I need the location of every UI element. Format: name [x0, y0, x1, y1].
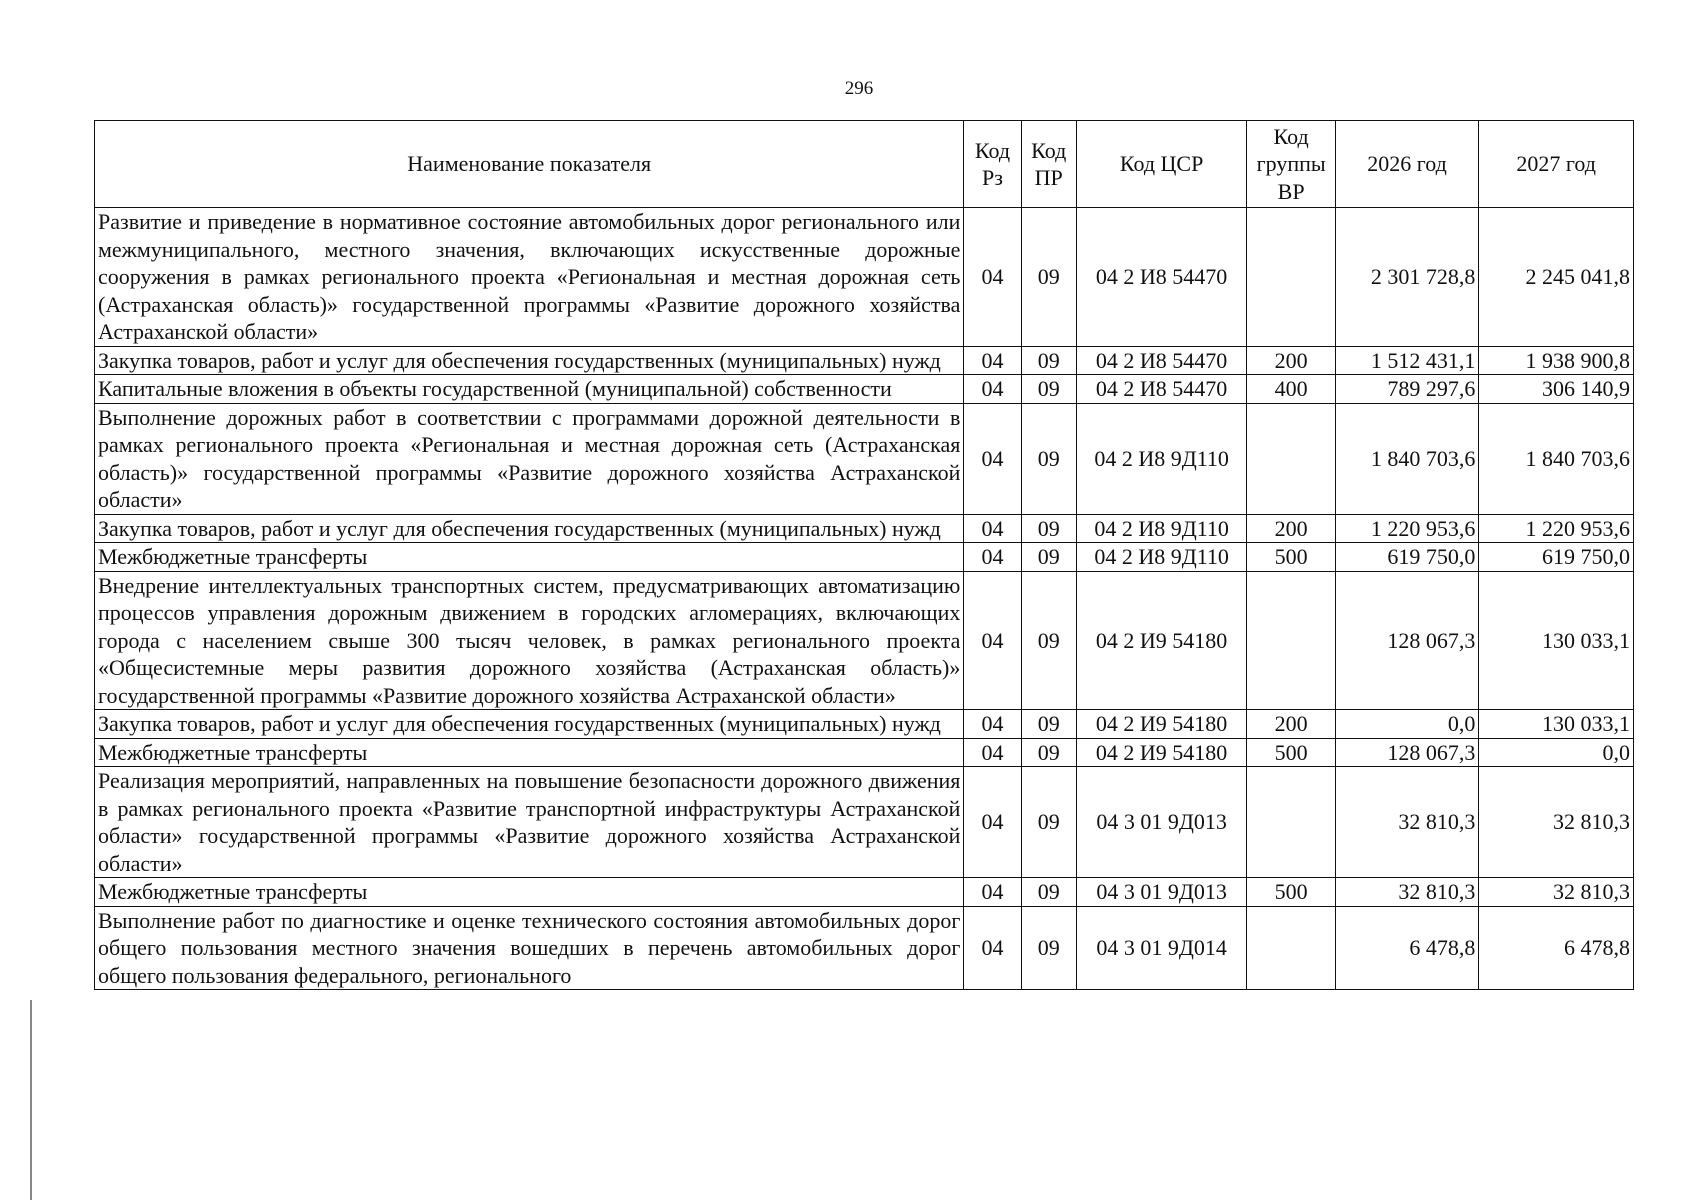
row-rz: 04 — [964, 375, 1021, 404]
row-csr: 04 3 01 9Д013 — [1076, 878, 1247, 907]
header-vr: Код группы ВР — [1247, 121, 1335, 208]
table-header — [95, 121, 1634, 208]
row-2026: 789 297,6 — [1335, 375, 1479, 404]
row-rz: 04 — [964, 878, 1021, 907]
table-row — [95, 906, 1634, 990]
row-csr: 04 2 И8 9Д110 — [1076, 514, 1247, 543]
row-pr: 09 — [1021, 878, 1076, 907]
row-vr: 500 — [1247, 738, 1335, 767]
row-2027: 130 033,1 — [1479, 571, 1634, 710]
row-name: Выполнение работ по диагностике и оценке технического состояния автомобильных дорог общего пользования местного значения вошедших в перечень автомобильных дорог общего пользования федерального, регионального — [95, 906, 964, 990]
row-name: Выполнение дорожных работ в соответствии с программами дорожной деятельности в рамках регионального проекта «Региональная и местная дорожная сеть (Астраханская область)» государственной программы «Развитие дорожного хозяйства Астраханской области» — [95, 403, 964, 514]
row-2027: 6 478,8 — [1479, 906, 1634, 990]
row-2027: 619 750,0 — [1479, 543, 1634, 572]
row-csr: 04 2 И8 54470 — [1076, 375, 1247, 404]
row-csr: 04 2 И8 54470 — [1076, 346, 1247, 375]
table-row — [95, 738, 1634, 767]
row-vr — [1247, 571, 1335, 710]
table-body — [95, 208, 1634, 990]
table-row — [95, 543, 1634, 572]
row-vr — [1247, 906, 1335, 990]
row-pr: 09 — [1021, 543, 1076, 572]
row-2027: 32 810,3 — [1479, 767, 1634, 878]
header-rz: Код Рз — [964, 121, 1021, 208]
row-vr — [1247, 767, 1335, 878]
header-2027: 2027 год — [1479, 121, 1634, 208]
row-csr: 04 2 И8 9Д110 — [1076, 403, 1247, 514]
row-rz: 04 — [964, 514, 1021, 543]
header-csr: Код ЦСР — [1076, 121, 1247, 208]
row-pr: 09 — [1021, 906, 1076, 990]
table-row — [95, 346, 1634, 375]
budget-table — [94, 120, 1634, 990]
row-2026: 128 067,3 — [1335, 738, 1479, 767]
table-row — [95, 767, 1634, 878]
row-csr: 04 2 И8 54470 — [1076, 208, 1247, 347]
binding-line — [30, 1000, 32, 1200]
row-2027: 1 938 900,8 — [1479, 346, 1634, 375]
table-row — [95, 571, 1634, 710]
row-2027: 306 140,9 — [1479, 375, 1634, 404]
row-name: Межбюджетные трансферты — [95, 878, 964, 907]
table-row — [95, 878, 1634, 907]
row-2026: 32 810,3 — [1335, 878, 1479, 907]
row-rz: 04 — [964, 571, 1021, 710]
row-2026: 1 220 953,6 — [1335, 514, 1479, 543]
row-pr: 09 — [1021, 767, 1076, 878]
row-rz: 04 — [964, 738, 1021, 767]
row-pr: 09 — [1021, 403, 1076, 514]
row-vr — [1247, 403, 1335, 514]
row-csr: 04 2 И9 54180 — [1076, 738, 1247, 767]
row-2027: 130 033,1 — [1479, 710, 1634, 739]
row-pr: 09 — [1021, 738, 1076, 767]
row-rz: 04 — [964, 710, 1021, 739]
row-vr: 500 — [1247, 543, 1335, 572]
row-2026: 2 301 728,8 — [1335, 208, 1479, 347]
row-pr: 09 — [1021, 514, 1076, 543]
row-vr: 200 — [1247, 346, 1335, 375]
row-2026: 1 840 703,6 — [1335, 403, 1479, 514]
row-rz: 04 — [964, 767, 1021, 878]
row-name: Развитие и приведение в нормативное состояние автомобильных дорог регионального или межмуниципального, местного значения, включающих искусственные дорожные сооружения в рамках регионального проекта «Региональная и местная дорожная сеть (Астраханская область)» государственной программы «Развитие дорожного хозяйства Астраханской области» — [95, 208, 964, 347]
row-pr: 09 — [1021, 208, 1076, 347]
row-name: Межбюджетные трансферты — [95, 543, 964, 572]
row-pr: 09 — [1021, 346, 1076, 375]
header-2026: 2026 год — [1335, 121, 1479, 208]
row-name: Межбюджетные трансферты — [95, 738, 964, 767]
row-name: Внедрение интеллектуальных транспортных систем, предусматривающих автоматизацию процессов управления дорожным движением в городских агломерациях, включающих города с населением свыше 300 тысяч человек, в рамках регионального проекта «Общесистемные меры развития дорожного хозяйства (Астраханская область)» государственной программы «Развитие дорожного хозяйства Астраханской области» — [95, 571, 964, 710]
row-csr: 04 3 01 9Д013 — [1076, 767, 1247, 878]
header-name: Наименование показателя — [95, 121, 964, 208]
row-2027: 1 840 703,6 — [1479, 403, 1634, 514]
row-2026: 1 512 431,1 — [1335, 346, 1479, 375]
table-row — [95, 403, 1634, 514]
table-row — [95, 208, 1634, 347]
row-name: Закупка товаров, работ и услуг для обеспечения государственных (муниципальных) нужд — [95, 710, 964, 739]
row-2026: 128 067,3 — [1335, 571, 1479, 710]
row-rz: 04 — [964, 906, 1021, 990]
row-pr: 09 — [1021, 710, 1076, 739]
row-name: Закупка товаров, работ и услуг для обеспечения государственных (муниципальных) нужд — [95, 514, 964, 543]
row-csr: 04 2 И9 54180 — [1076, 710, 1247, 739]
row-rz: 04 — [964, 346, 1021, 375]
row-csr: 04 2 И9 54180 — [1076, 571, 1247, 710]
row-vr: 400 — [1247, 375, 1335, 404]
row-2026: 619 750,0 — [1335, 543, 1479, 572]
row-2027: 32 810,3 — [1479, 878, 1634, 907]
row-name: Закупка товаров, работ и услуг для обеспечения государственных (муниципальных) нужд — [95, 346, 964, 375]
row-2027: 1 220 953,6 — [1479, 514, 1634, 543]
row-2027: 2 245 041,8 — [1479, 208, 1634, 347]
row-vr — [1247, 208, 1335, 347]
row-rz: 04 — [964, 208, 1021, 347]
row-2026: 6 478,8 — [1335, 906, 1479, 990]
table-row — [95, 375, 1634, 404]
header-pr: Код ПР — [1021, 121, 1076, 208]
row-2027: 0,0 — [1479, 738, 1634, 767]
row-csr: 04 2 И8 9Д110 — [1076, 543, 1247, 572]
row-vr: 200 — [1247, 514, 1335, 543]
row-pr: 09 — [1021, 375, 1076, 404]
row-2026: 0,0 — [1335, 710, 1479, 739]
page-number: 296 — [844, 78, 874, 99]
row-pr: 09 — [1021, 571, 1076, 710]
row-name: Капитальные вложения в объекты государственной (муниципальной) собственности — [95, 375, 964, 404]
row-2026: 32 810,3 — [1335, 767, 1479, 878]
table-row — [95, 710, 1634, 739]
row-rz: 04 — [964, 403, 1021, 514]
row-vr: 200 — [1247, 710, 1335, 739]
row-name: Реализация мероприятий, направленных на повышение безопасности дорожного движения в рамках регионального проекта «Развитие транспортной инфраструктуры Астраханской области» государственной программы «Развитие дорожного хозяйства Астраханской области» — [95, 767, 964, 878]
row-csr: 04 3 01 9Д014 — [1076, 906, 1247, 990]
row-rz: 04 — [964, 543, 1021, 572]
table-row — [95, 514, 1634, 543]
row-vr: 500 — [1247, 878, 1335, 907]
